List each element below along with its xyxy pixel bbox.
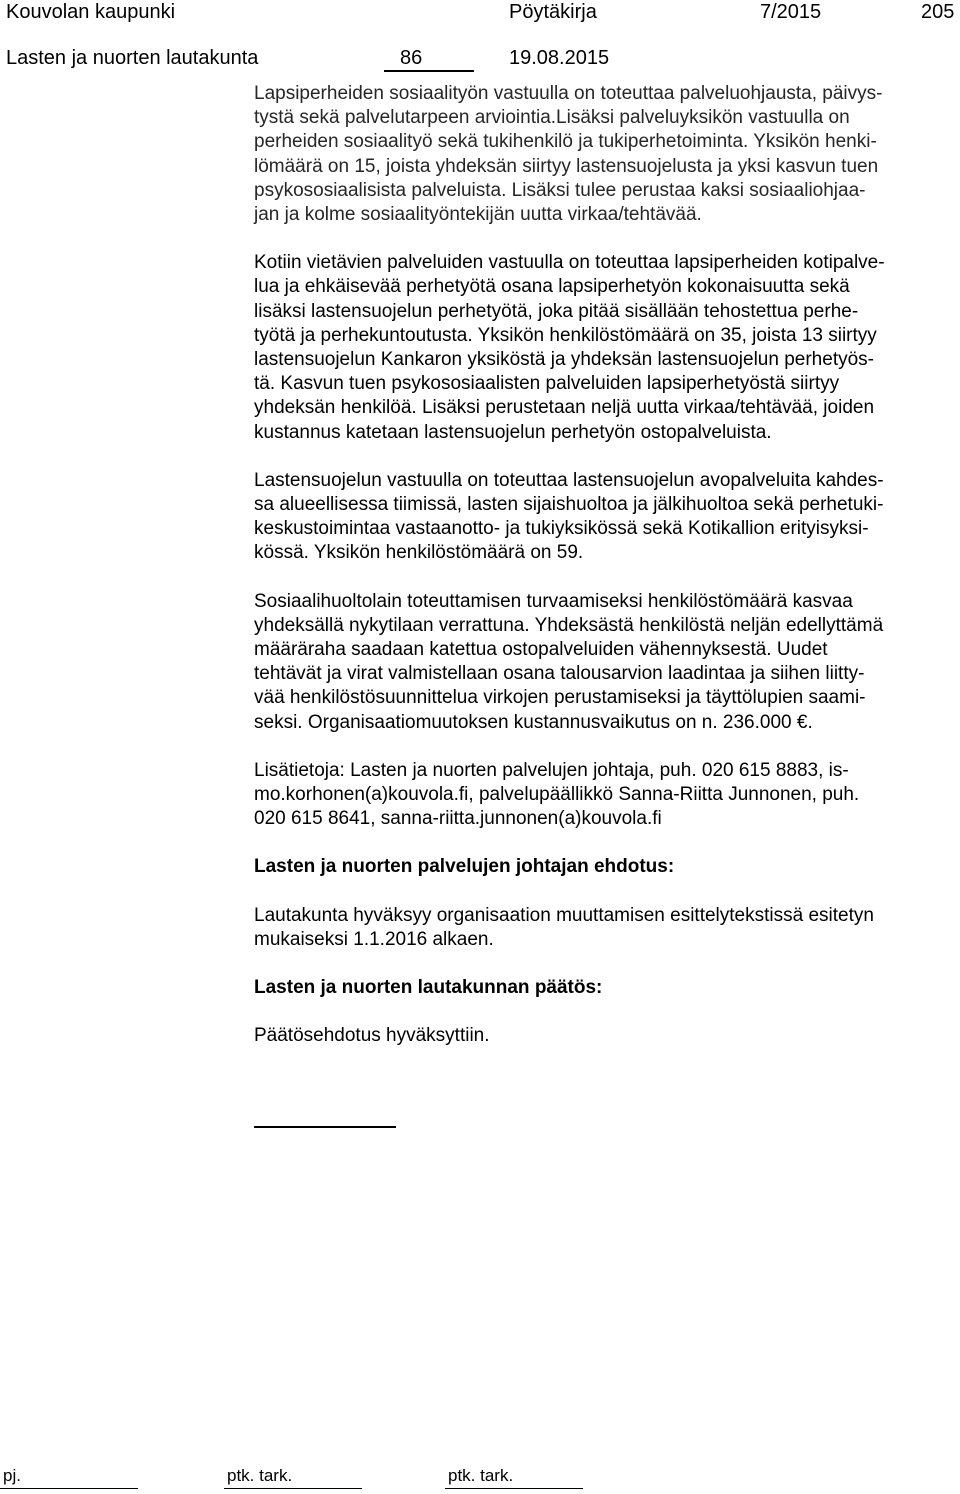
text-line: määräraha saadaan katettua ostopalveluiden vähennyksestä. Uudet <box>254 639 828 661</box>
committee-name: Lasten ja nuorten lautakunta <box>6 47 259 69</box>
org-name: Kouvolan kaupunki <box>6 1 176 23</box>
text-line: kustannus katetaan lastensuojelun perhetyön ostopalveluista. <box>254 421 772 443</box>
paragraph-child-protection <box>254 469 954 566</box>
text-line: jan ja kolme sosiaalityöntekijän uutta virkaa/tehtävää. <box>254 204 702 226</box>
text-line: perheiden sosiaalityö sekä tukihenkilö ja tukiperhetoiminta. Yksikön henki- <box>254 131 877 153</box>
footer-chair-label: pj. <box>3 1466 21 1485</box>
text-line: mukaiseksi 1.1.2016 alkaen. <box>254 928 494 950</box>
text-line: keskustoimintaa vastaanotto- ja tukiyksikössä sekä Kotikallion erityisyksi- <box>254 518 869 540</box>
text-line: työtä ja perhekuntoutusta. Yksikön henkilöstömäärä on 35, joista 13 siirtyy <box>254 324 877 346</box>
meeting-date: 19.08.2015 <box>509 47 610 69</box>
text-line: Lapsiperheiden sosiaalityön vastuulla on toteuttaa palveluohjausta, päivys- <box>254 83 883 104</box>
text-line: Kotiin vietävien palveluiden vastuulla on toteuttaa lapsiperheiden kotipalve- <box>254 252 885 274</box>
paragraph-home-services <box>254 251 954 445</box>
closing-rule <box>254 1126 396 1128</box>
text-line: lömäärä on 15, joista yhdeksän siirtyy lastensuojelusta ja yksi kasvun tuen <box>254 155 879 177</box>
text-line: tehtävät ja virat valmistellaan osana talousarvion laadintaa ja siihen liitty- <box>254 663 865 685</box>
paragraph-social-welfare-act <box>254 590 954 735</box>
text-line: Lastensuojelun vastuulla on toteuttaa lastensuojelun avopalveluita kahdes- <box>254 469 884 491</box>
section-number: 86 <box>400 47 423 69</box>
document-body <box>254 82 954 1049</box>
paragraph-decision: Päätösehdotus hyväksyttiin. <box>254 1025 490 1047</box>
text-line: yhdeksällä nykytilaan verrattuna. Yhdeksästä henkilöstä neljän edellyttämä <box>254 614 884 636</box>
text-line: sa alueellisessa tiimissä, lasten sijaishuoltoa ja jälkihuoltoa sekä perhetuki- <box>254 494 884 516</box>
footer-checker2-label: ptk. tark. <box>448 1466 514 1485</box>
text-line: Sosiaalihuoltolain toteuttamisen turvaamiseksi henkilöstömäärä kasvaa <box>254 590 853 612</box>
text-line: tystä sekä palvelutarpeen arviointia.Lisäksi palveluyksikön vastuulla on <box>254 107 850 129</box>
text-line: kössä. Yksikön henkilöstömäärä on 59. <box>254 542 584 564</box>
text-line: 020 615 8641, sanna-riitta.junnonen(a)kouvola.fi <box>254 808 662 830</box>
doc-type: Pöytäkirja <box>509 1 597 23</box>
text-line: lisäksi lastensuojelun perhetyötä, joka pitää sisällään tehostettua perhe- <box>254 300 859 322</box>
paragraph-proposal <box>254 904 954 952</box>
heading-director-proposal: Lasten ja nuorten palvelujen johtajan ehdotus: <box>254 856 675 878</box>
text-line: mo.korhonen(a)kouvola.fi, palvelupäällikkö Sanna-Riitta Junnonen, puh. <box>254 784 860 806</box>
page-number: 205 <box>921 1 955 23</box>
text-line: vää henkilöstösuunnittelua virkojen perustamiseksi ja täyttölupien saami- <box>254 687 866 709</box>
text-line: Lisätietoja: Lasten ja nuorten palvelujen johtaja, puh. 020 615 8883, is- <box>254 759 849 781</box>
footer-chair-line <box>0 1488 138 1489</box>
text-line: psykososiaalisista palveluista. Lisäksi tulee perustaa kaksi sosiaaliohjaa- <box>254 179 866 201</box>
text-line: Lautakunta hyväksyy organisaation muuttamisen esittelytekstissä esitetyn <box>254 904 874 926</box>
footer-checker1-label: ptk. tark. <box>227 1466 293 1485</box>
text-line: lua ja ehkäisevää perhetyötä osana lapsiperhetyön kokonaisuutta sekä <box>254 276 850 298</box>
footer-checker2-line <box>445 1488 583 1489</box>
heading-committee-decision: Lasten ja nuorten lautakunnan päätös: <box>254 977 603 999</box>
section-underline <box>384 70 474 72</box>
footer-checker1-line <box>224 1488 362 1489</box>
paragraph-contact-info <box>254 759 954 832</box>
doc-number: 7/2015 <box>760 1 822 23</box>
text-line: tä. Kasvun tuen psykososiaalisten palveluiden lapsiperhetyöstä siirtyy <box>254 373 840 395</box>
paragraph-family-social-work <box>254 82 954 227</box>
text-line: seksi. Organisaatiomuutoksen kustannusvaikutus on n. 236.000 €. <box>254 711 813 733</box>
text-line: lastensuojelun Kankaron yksiköstä ja yhdeksän lastensuojelun perhetyös- <box>254 349 874 371</box>
text-line: yhdeksän henkilöä. Lisäksi perustetaan neljä uutta virkaa/tehtävää, joiden <box>254 397 875 419</box>
